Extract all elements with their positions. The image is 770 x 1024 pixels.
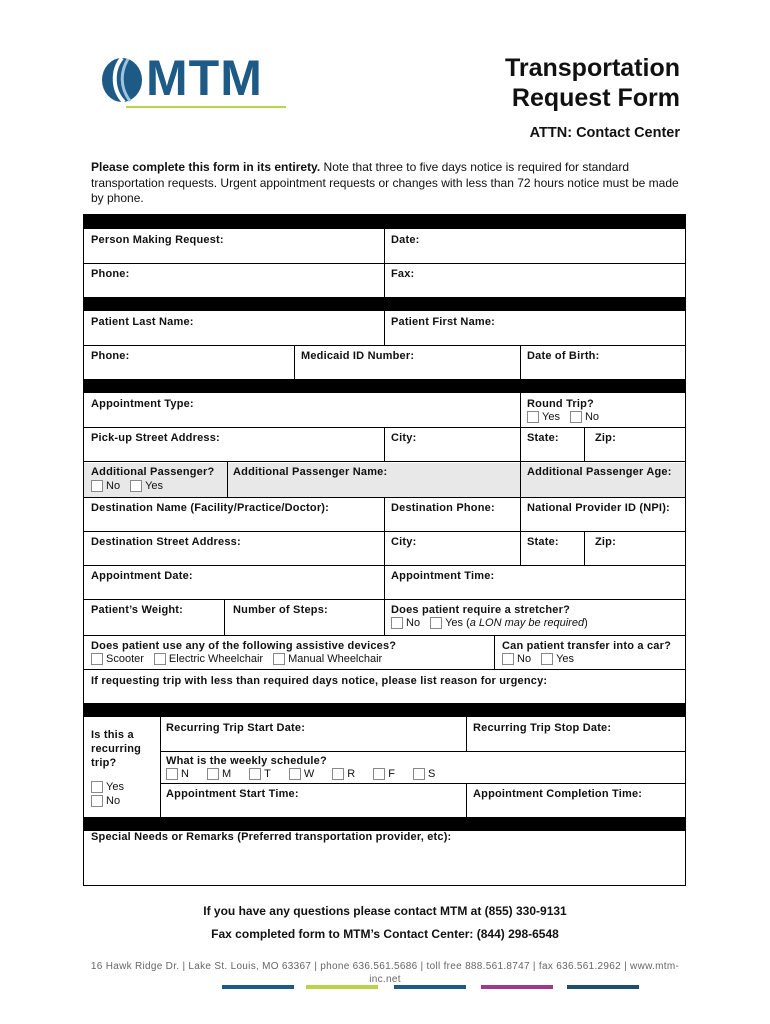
title-line-1: Transportation [504, 54, 680, 82]
section-bar [84, 379, 685, 393]
patient-first-name-field[interactable]: Patient First Name: [391, 316, 496, 328]
assistive-devices-label: Does patient use any of the following assistive devices? [91, 640, 397, 652]
destination-city-field[interactable]: City: [391, 536, 417, 548]
transfer-car-label: Can patient transfer into a car? [502, 640, 671, 652]
day-f-checkbox[interactable] [373, 768, 385, 780]
questions-contact: If you have any questions please contact MTM at (855) 330-9131 [203, 904, 567, 918]
pickup-city-field[interactable]: City: [391, 432, 417, 444]
logo-text: MTM [146, 50, 263, 106]
yes-label: Yes [542, 411, 560, 423]
appointment-time-field[interactable]: Appointment Time: [391, 570, 495, 582]
intro-rest: Note that three to five days notice is required for standard transportation requests. Urgent appointment requests or changes with less than 72 hours notice must be made by phone. [91, 160, 679, 205]
stretcher-no-checkbox[interactable] [391, 617, 403, 629]
weekly-schedule-label: What is the weekly schedule? [166, 755, 327, 767]
manual-wheelchair-checkbox[interactable] [273, 653, 285, 665]
day-r-checkbox[interactable] [332, 768, 344, 780]
day-label: N [181, 768, 189, 780]
round-trip-yes-checkbox[interactable] [527, 411, 539, 423]
footer-stripe-blue [222, 985, 294, 989]
round-trip-label: Round Trip? [527, 398, 594, 410]
title-line-2: Request Form [511, 84, 680, 112]
section-bar [84, 297, 685, 311]
appointment-completion-time-field[interactable]: Appointment Completion Time: [473, 788, 643, 800]
mtm-logo [100, 52, 290, 110]
destination-phone-field[interactable]: Destination Phone: [391, 502, 495, 514]
requester-phone-field[interactable]: Phone: [91, 268, 130, 280]
pickup-zip-field[interactable]: Zip: [595, 432, 616, 444]
electric-wheelchair-label: Electric Wheelchair [168, 653, 264, 665]
recurring-stop-date-field[interactable]: Recurring Trip Stop Date: [473, 722, 612, 734]
date-field[interactable]: Date: [391, 234, 420, 246]
recurring-yes-checkbox[interactable] [91, 781, 103, 793]
recurring-start-date-field[interactable]: Recurring Trip Start Date: [166, 722, 306, 734]
day-label: R [347, 768, 356, 780]
recurring-no-option [91, 795, 120, 807]
address-line: 16 Hawk Ridge Dr. | Lake St. Louis, MO 63367 | phone 636.561.5686 | toll free 888.561.8747 | fax 636.561.2962 | www.mtm-inc.net [90, 961, 680, 985]
transfer-no-checkbox[interactable] [502, 653, 514, 665]
passenger-no-checkbox[interactable] [91, 480, 103, 492]
patient-last-name-field[interactable]: Patient Last Name: [91, 316, 194, 328]
yes-label: Yes [106, 781, 124, 793]
yes-label: Yes [145, 480, 164, 492]
electric-wheelchair-checkbox[interactable] [154, 653, 166, 665]
destination-address-field[interactable]: Destination Street Address: [91, 536, 241, 548]
appointment-start-time-field[interactable]: Appointment Start Time: [166, 788, 299, 800]
weekly-schedule-options [166, 768, 435, 780]
section-bar [84, 215, 685, 229]
date-of-birth-field[interactable]: Date of Birth: [527, 350, 600, 362]
day-label: M [221, 768, 232, 780]
logo-underline [126, 106, 286, 108]
day-label: T [264, 768, 271, 780]
page-title [505, 53, 680, 113]
no-label: No [406, 617, 421, 629]
footer-stripe-green [306, 985, 378, 989]
day-label: S [427, 768, 436, 780]
assistive-devices-options [91, 653, 382, 665]
day-label: F [388, 768, 395, 780]
additional-passenger-age-field[interactable]: Additional Passenger Age: [527, 466, 672, 478]
round-trip-options [527, 411, 599, 423]
transfer-yes-checkbox[interactable] [541, 653, 553, 665]
manual-wheelchair-label: Manual Wheelchair [288, 653, 383, 665]
destination-zip-field[interactable]: Zip: [595, 536, 616, 548]
intro-text [91, 160, 691, 207]
intro-bold: Please complete this form in its entirety. [91, 160, 321, 174]
day-m-checkbox[interactable] [207, 768, 219, 780]
no-label: No [517, 653, 532, 665]
recurring-trip-label: Is this a recurring trip? [91, 729, 142, 769]
urgency-reason-field[interactable]: If requesting trip with less than required days notice, please list reason for urgency: [91, 675, 548, 687]
destination-name-field[interactable]: Destination Name (Facility/Practice/Doctor): [91, 502, 330, 514]
stretcher-label: Does patient require a stretcher? [391, 604, 570, 616]
globe-icon [100, 52, 146, 110]
medicaid-id-field[interactable]: Medicaid ID Number: [301, 350, 415, 362]
npi-field[interactable]: National Provider ID (NPI): [527, 502, 670, 514]
appointment-date-field[interactable]: Appointment Date: [91, 570, 193, 582]
additional-passenger-options [91, 480, 163, 492]
yes-lon-label: Yes ( [445, 617, 470, 629]
day-t-checkbox[interactable] [249, 768, 261, 780]
request-form [83, 214, 686, 886]
scooter-label: Scooter [106, 653, 144, 665]
recurring-yes-option [91, 781, 124, 793]
no-label: No [106, 795, 121, 807]
no-label: No [106, 480, 121, 492]
fax-field[interactable]: Fax: [391, 268, 415, 280]
additional-passenger-name-field[interactable]: Additional Passenger Name: [233, 466, 388, 478]
additional-passenger-label: Additional Passenger? [91, 466, 215, 478]
yes-label: Yes [556, 653, 575, 665]
recurring-no-checkbox[interactable] [91, 795, 103, 807]
footer-stripe-purple [481, 985, 553, 989]
day-n-checkbox[interactable] [166, 768, 178, 780]
section-bar [84, 817, 685, 831]
fax-contact: Fax completed form to MTM’s Contact Center: (844) 298-6548 [211, 927, 559, 941]
footer-stripe-teal [567, 985, 639, 989]
stretcher-options [391, 617, 588, 629]
attn-label: ATTN: Contact Center [529, 125, 680, 141]
no-label: No [584, 411, 600, 423]
section-bar [84, 703, 685, 717]
number-of-steps-field[interactable]: Number of Steps: [233, 604, 328, 616]
scooter-checkbox[interactable] [91, 653, 103, 665]
appointment-type-field[interactable]: Appointment Type: [91, 398, 194, 410]
passenger-yes-checkbox[interactable] [130, 480, 142, 492]
person-making-request-field[interactable]: Person Making Request: [91, 234, 224, 246]
footer-stripe-blue-2 [394, 985, 466, 989]
destination-state-field[interactable]: State: [527, 536, 559, 548]
transfer-car-options [502, 653, 574, 665]
pickup-address-field[interactable]: Pick-up Street Address: [91, 432, 220, 444]
round-trip-no-checkbox[interactable] [570, 411, 582, 423]
special-needs-field[interactable]: Special Needs or Remarks (Preferred transportation provider, etc): [91, 831, 452, 843]
day-label: W [303, 768, 315, 780]
day-w-checkbox[interactable] [289, 768, 301, 780]
close-paren: ) [584, 617, 588, 629]
stretcher-yes-checkbox[interactable] [430, 617, 442, 629]
patient-weight-field[interactable]: Patient’s Weight: [91, 604, 184, 616]
patient-phone-field[interactable]: Phone: [91, 350, 130, 362]
pickup-state-field[interactable]: State: [527, 432, 559, 444]
lon-note: a LON may be required [469, 617, 585, 629]
day-s-checkbox[interactable] [413, 768, 425, 780]
